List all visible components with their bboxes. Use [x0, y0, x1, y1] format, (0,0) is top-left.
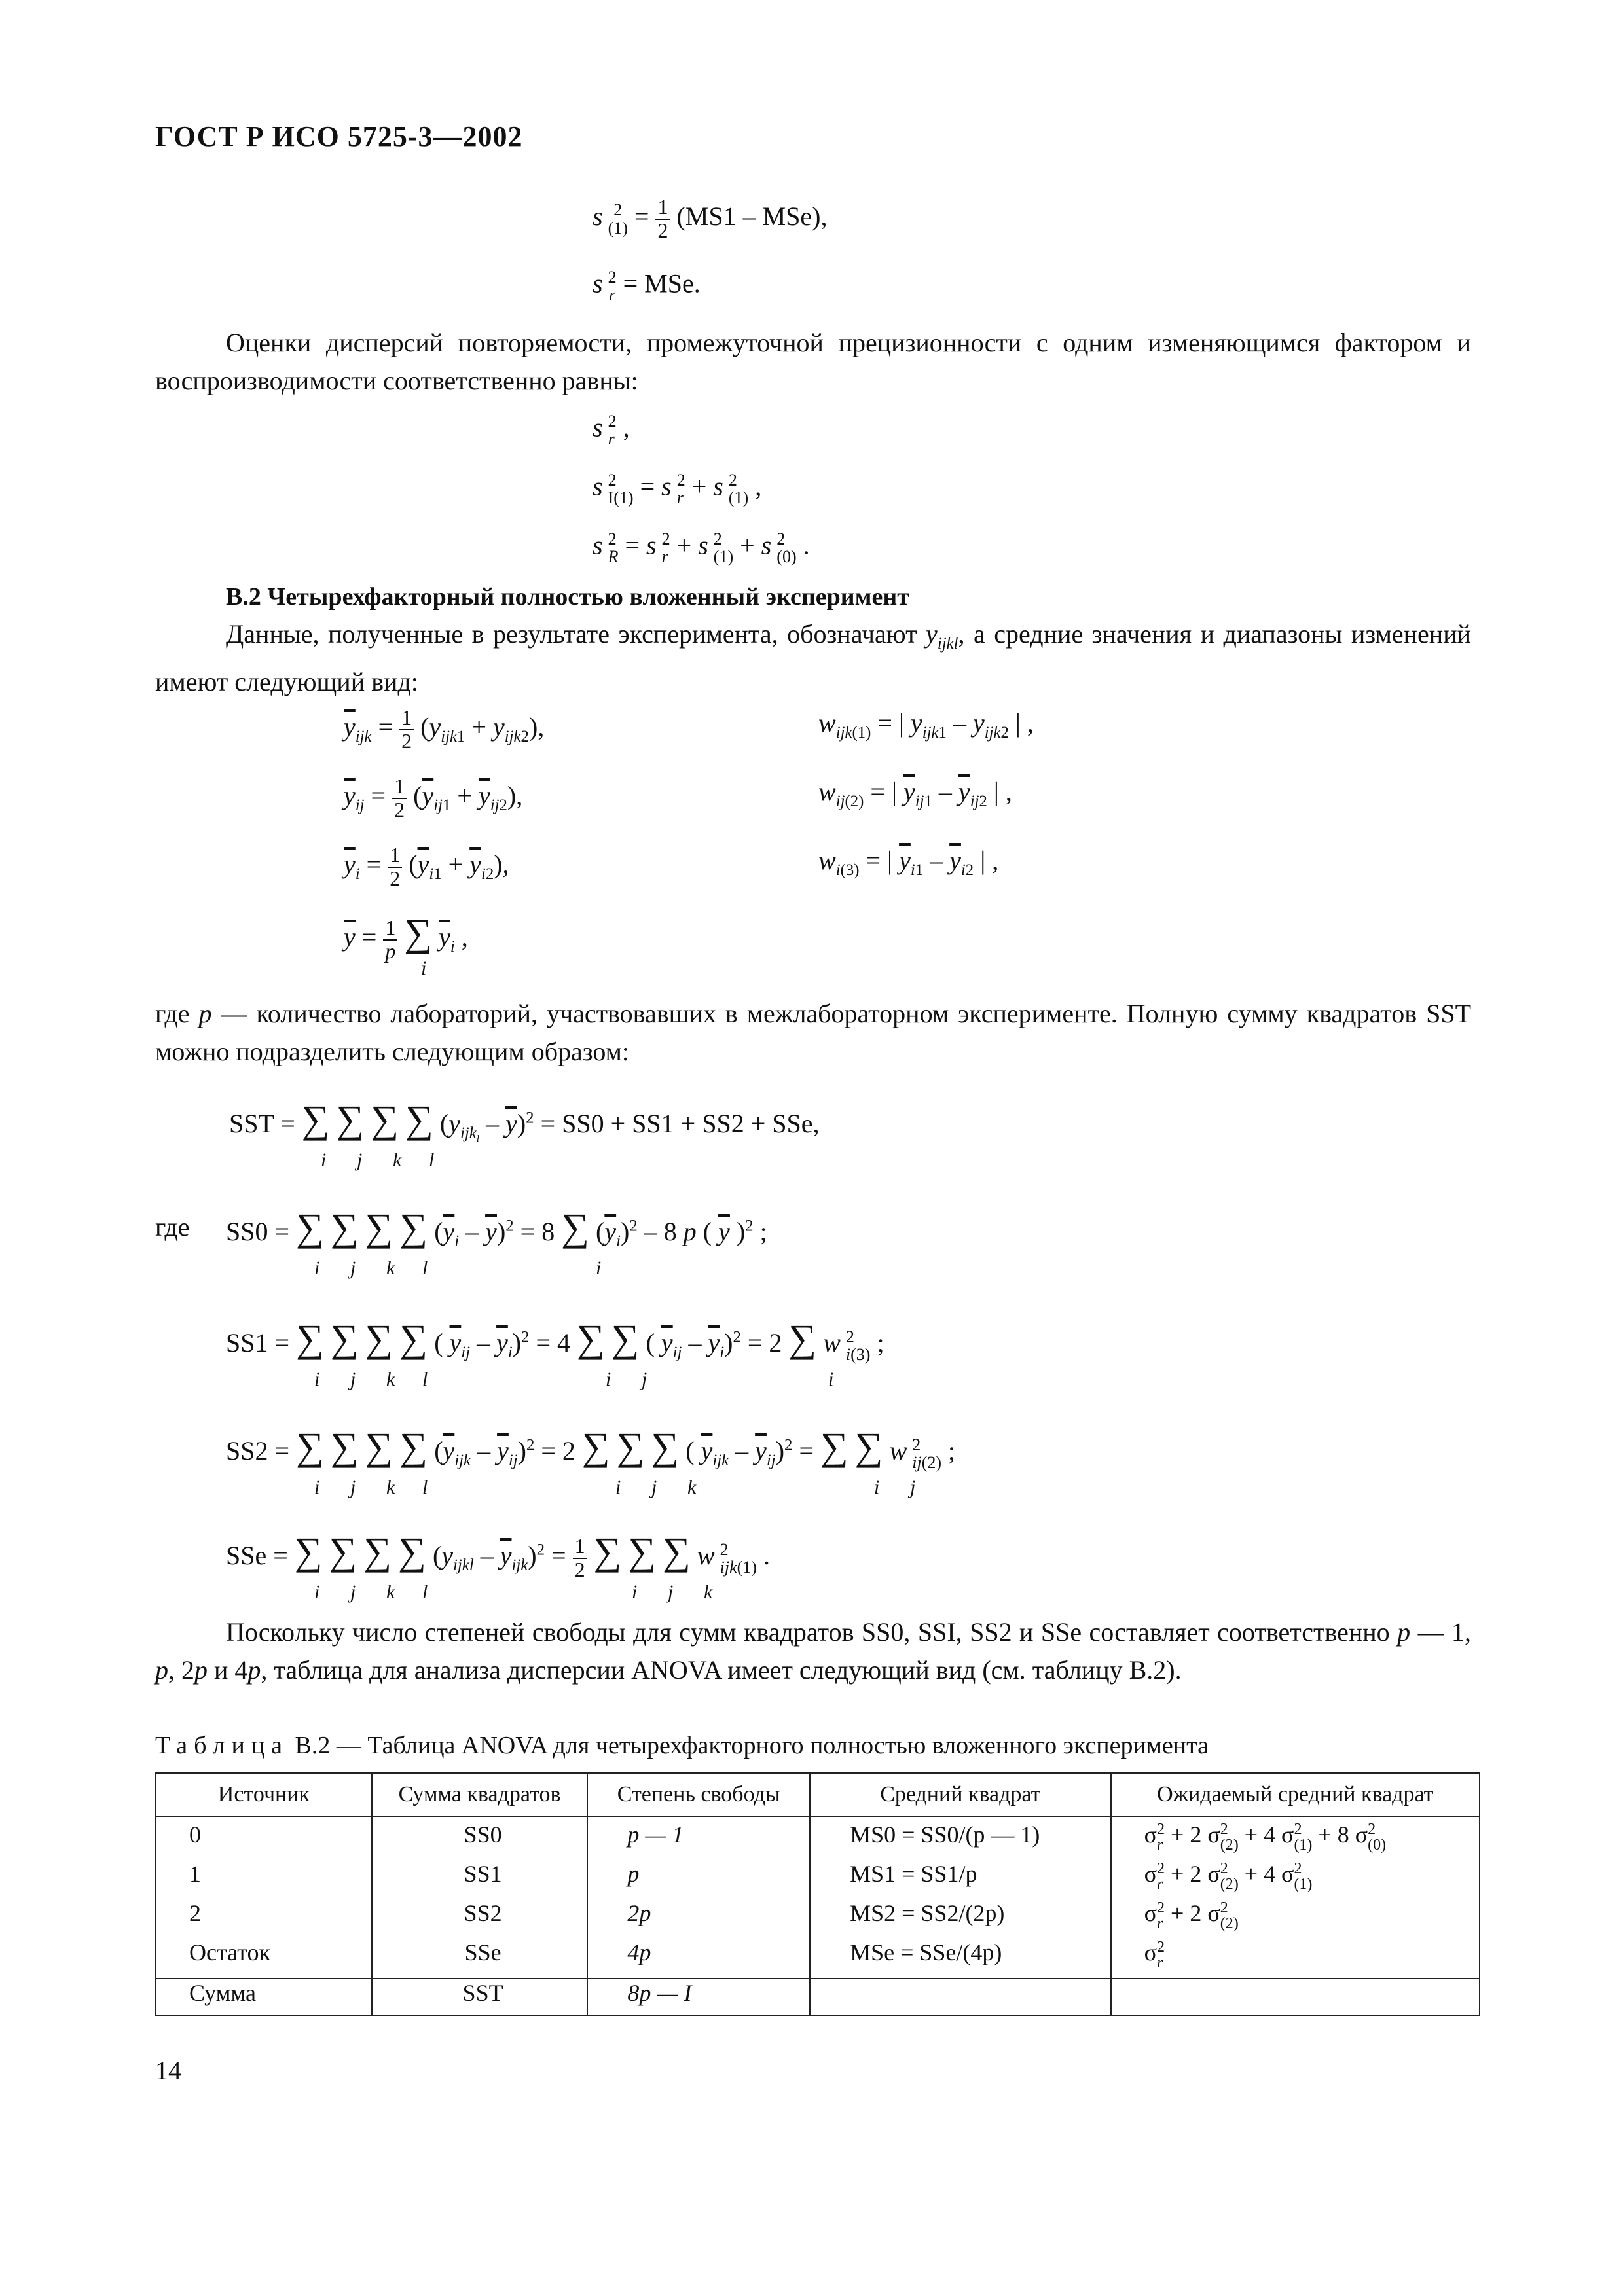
paragraph-degrees-freedom-c: и — [214, 1655, 228, 1685]
header-degrees-freedom: Степень свободы — [587, 1773, 810, 1816]
table-header-row — [156, 1773, 1480, 1816]
paragraph-degrees-freedom-b: — 1, — [1417, 1617, 1472, 1647]
formula-sst-rhs: = SS0 + SS1 + SS2 + SSe, — [540, 1109, 820, 1138]
section-heading: В.2 Четырехфакторный полностью вложенный эксперимент — [226, 583, 909, 611]
formula-s1-rhs: (MS1 – MSe), — [676, 201, 828, 231]
formula-range-wijk1: $w_{ijk(1)}$ = | $y_{ijk1} - y_{ijk2}$ | , — [818, 708, 1034, 742]
cell-ms: MS2 = SS2/(2p) — [810, 1899, 1111, 1939]
paragraph-variance-estimates — [155, 324, 1471, 400]
formula-ss1: SS1 = ∑ ∑ ∑ ∑ ( $\overline{y}_{ij} - \overline{y}_i)^2 = 4$ ∑ ∑ ( $\overline{y}_{ij} - \overline{y}_i)^2 = 2$ ∑ w 2 i(3) ; i j k l i j i — [226, 1317, 884, 1390]
paragraph-labs-text: — количество лабораторий, участвовавших в межлабораторном эксперименте. Полную сумму квадратов SST можно подразделить следующим образом: — [155, 999, 1471, 1066]
formula-repeatability: s 2 r , — [593, 412, 630, 449]
cell-df: 8p — I — [587, 1979, 810, 2015]
cell-ms: MS0 = SS0/(p — 1) — [810, 1816, 1111, 1860]
cell-ss: SSe — [372, 1939, 588, 1979]
paragraph-variance-estimates-text: Оценки дисперсий повторяемости, промежуточной прецизионности с одним изменяющимся фактором и воспроизводимости соответственно равны: — [155, 328, 1471, 395]
paragraph-labs-prefix: где — [155, 999, 190, 1028]
cell-ems: σ 2 r + 2 σ 2 (2) + 4 σ 2 (1) — [1111, 1860, 1480, 1899]
table-total-row — [156, 1979, 1480, 2015]
cell-df: 2p — [587, 1899, 810, 1939]
cell-df: 4p — [587, 1939, 810, 1979]
document-header: ГОСТ Р ИСО 5725-3—2002 — [155, 120, 523, 152]
paragraph-labs: где p — количество лабораторий, участвовавших в межлабораторном эксперименте. Полную сумму квадратов SST можно подразделить следующим образом: — [155, 999, 1471, 1066]
formula-sr-squared: s 2 r = MSe. — [593, 268, 701, 305]
formula-mean-yijk: $\overline{y}_{ijk}$ = $\frac{1}{2}$ $(y_{ijk1} + y_{ijk2})$, — [344, 706, 545, 753]
formula-sse: SSe = ∑ ∑ ∑ ∑ $(y_{ijkl} - \overline{y}_{ijk})^2$ = $\frac{1}{2}$ ∑ ∑ ∑ w 2 ijk(1) . i j k l i j k — [226, 1530, 770, 1603]
formula-range-wi3: $w_{i(3)}$ = | $\overline{y}_{i1} - \overline{y}_{i2}$ | , — [818, 846, 999, 879]
header-source: Источник — [156, 1773, 372, 1816]
formula-sst: SST = ∑ ∑ ∑ ∑ $(y_{ijk_l} - \overline{y})^2 = SS0 + SS1 + SS2$ + SSe, i j k l — [229, 1098, 820, 1171]
formula-range-wij2: $w_{ij(2)}$ = | $\overline{y}_{ij1} - \overline{y}_{ij2}$ | , — [818, 777, 1012, 810]
anova-table — [155, 1772, 1480, 2016]
header-mean-square: Средний квадрат — [810, 1773, 1111, 1816]
header-sum-squares: Сумма квадратов — [372, 1773, 588, 1816]
paragraph-data-notation: Данные, полученные в результате эксперимента, обозначают $y_{ijkl}$, а средние значения и диапазоны изменений имеют следующий вид: — [155, 619, 1472, 696]
cell-df: p — [587, 1860, 810, 1899]
paragraph-degrees-freedom-text: Поскольку число степеней свободы для сумм квадратов SS0, SSI, SS2 и SSe составляет соответственно — [226, 1617, 1390, 1647]
table-caption-text: В.2 — Таблица ANOVA для четырехфакторного полностью вложенного эксперимента — [295, 1732, 1209, 1759]
cell-ems: σ 2 r + 2 σ 2 (2) — [1111, 1899, 1480, 1939]
cell-source: Остаток — [156, 1939, 372, 1979]
paragraph-data-notation-a: Данные, полученные в результате эксперимента, обозначают — [226, 619, 917, 649]
cell-ems: σ 2 r + 2 σ 2 (2) + 4 σ 2 (1) + 8 σ 2 (0) — [1111, 1816, 1480, 1860]
cell-ems: σ 2 r — [1111, 1939, 1480, 1979]
formula-sr-rhs: = MSe. — [623, 268, 701, 298]
cell-source: 2 — [156, 1899, 372, 1939]
table-row — [156, 1939, 1480, 1979]
cell-source: Сумма — [156, 1979, 372, 2015]
header-expected-mean-square: Ожидаемый средний квадрат — [1111, 1773, 1480, 1816]
formula-grand-mean: $\overline{y}$ = $\frac{1}{p}$ ∑ $\overline{y}_i$ , i — [344, 911, 468, 979]
table-row — [156, 1860, 1480, 1899]
formula-ss2: SS2 = ∑ ∑ ∑ ∑ $(\overline{y}_{ijk} - \overline{y}_{ij})^2 = 2$ ∑ ∑ ∑ ( $\overline{y}_{ijk} - \overline{y}_{ij})^2$ = ∑ ∑ w 2 ij(2) ; i j k l i j k i j — [226, 1425, 956, 1498]
cell-ss: SS2 — [372, 1899, 588, 1939]
paragraph-degrees-freedom-d: , таблица для анализа дисперсии ANOVA имеет следующий вид (см. таблицу В.2). — [261, 1655, 1182, 1685]
where-label: где — [155, 1212, 190, 1242]
formula-reproducibility: s 2 R = s 2 r + s 2 (1) + s 2 (0) . — [593, 529, 810, 567]
formula-intermediate: s 2 I(1) = s 2 r + s 2 (1) , — [593, 471, 762, 508]
table-row — [156, 1816, 1480, 1860]
formula-ss0: SS0 = ∑ ∑ ∑ ∑ $(\overline{y}_i - \overline{y})^2 = 8$ ∑ $(\overline{y}_i)^2 - 8$ p ( $\overline{y}$ )$^2$ ; i j k l i — [226, 1206, 767, 1279]
cell-ms — [810, 1979, 1111, 2015]
paragraph-data-notation-b: , а средние значения и диапазоны изменений имеют следующий вид: — [155, 619, 1472, 696]
page-number: 14 — [155, 2056, 181, 2085]
cell-df: p — 1 — [587, 1816, 810, 1860]
table-row — [156, 1899, 1480, 1939]
table-caption — [155, 1731, 1209, 1760]
cell-ss: SS0 — [372, 1816, 588, 1860]
cell-ems — [1111, 1979, 1480, 2015]
formula-mean-yij: $\overline{y}_{ij}$ = $\frac{1}{2}$ $(\overline{y}_{ij1} + \overline{y}_{ij2})$, — [344, 774, 523, 821]
cell-ms: MSe = SSe/(4p) — [810, 1939, 1111, 1979]
cell-ms: MS1 = SS1/p — [810, 1860, 1111, 1899]
cell-ss: SST — [372, 1979, 588, 2015]
cell-source: 0 — [156, 1816, 372, 1860]
paragraph-degrees-freedom: Поскольку число степеней свободы для сумм квадратов SS0, SSI, SS2 и SSe составляет соответственно p — 1, p, 2p и 4p, таблица для анализа дисперсии ANOVA имеет следующий вид (см. таблицу В.2). — [155, 1617, 1472, 1685]
formula-mean-yi: $\overline{y}_i$ = $\frac{1}{2}$ $(\overline{y}_{i1} + \overline{y}_{i2})$, — [344, 843, 509, 890]
formula-s1-squared: s 2 (1) = $\frac{1}{2}$ (MS1 – MSe), — [593, 195, 828, 242]
cell-ss: SS1 — [372, 1860, 588, 1899]
table-caption-word: Таблица — [155, 1732, 289, 1759]
cell-source: 1 — [156, 1860, 372, 1899]
